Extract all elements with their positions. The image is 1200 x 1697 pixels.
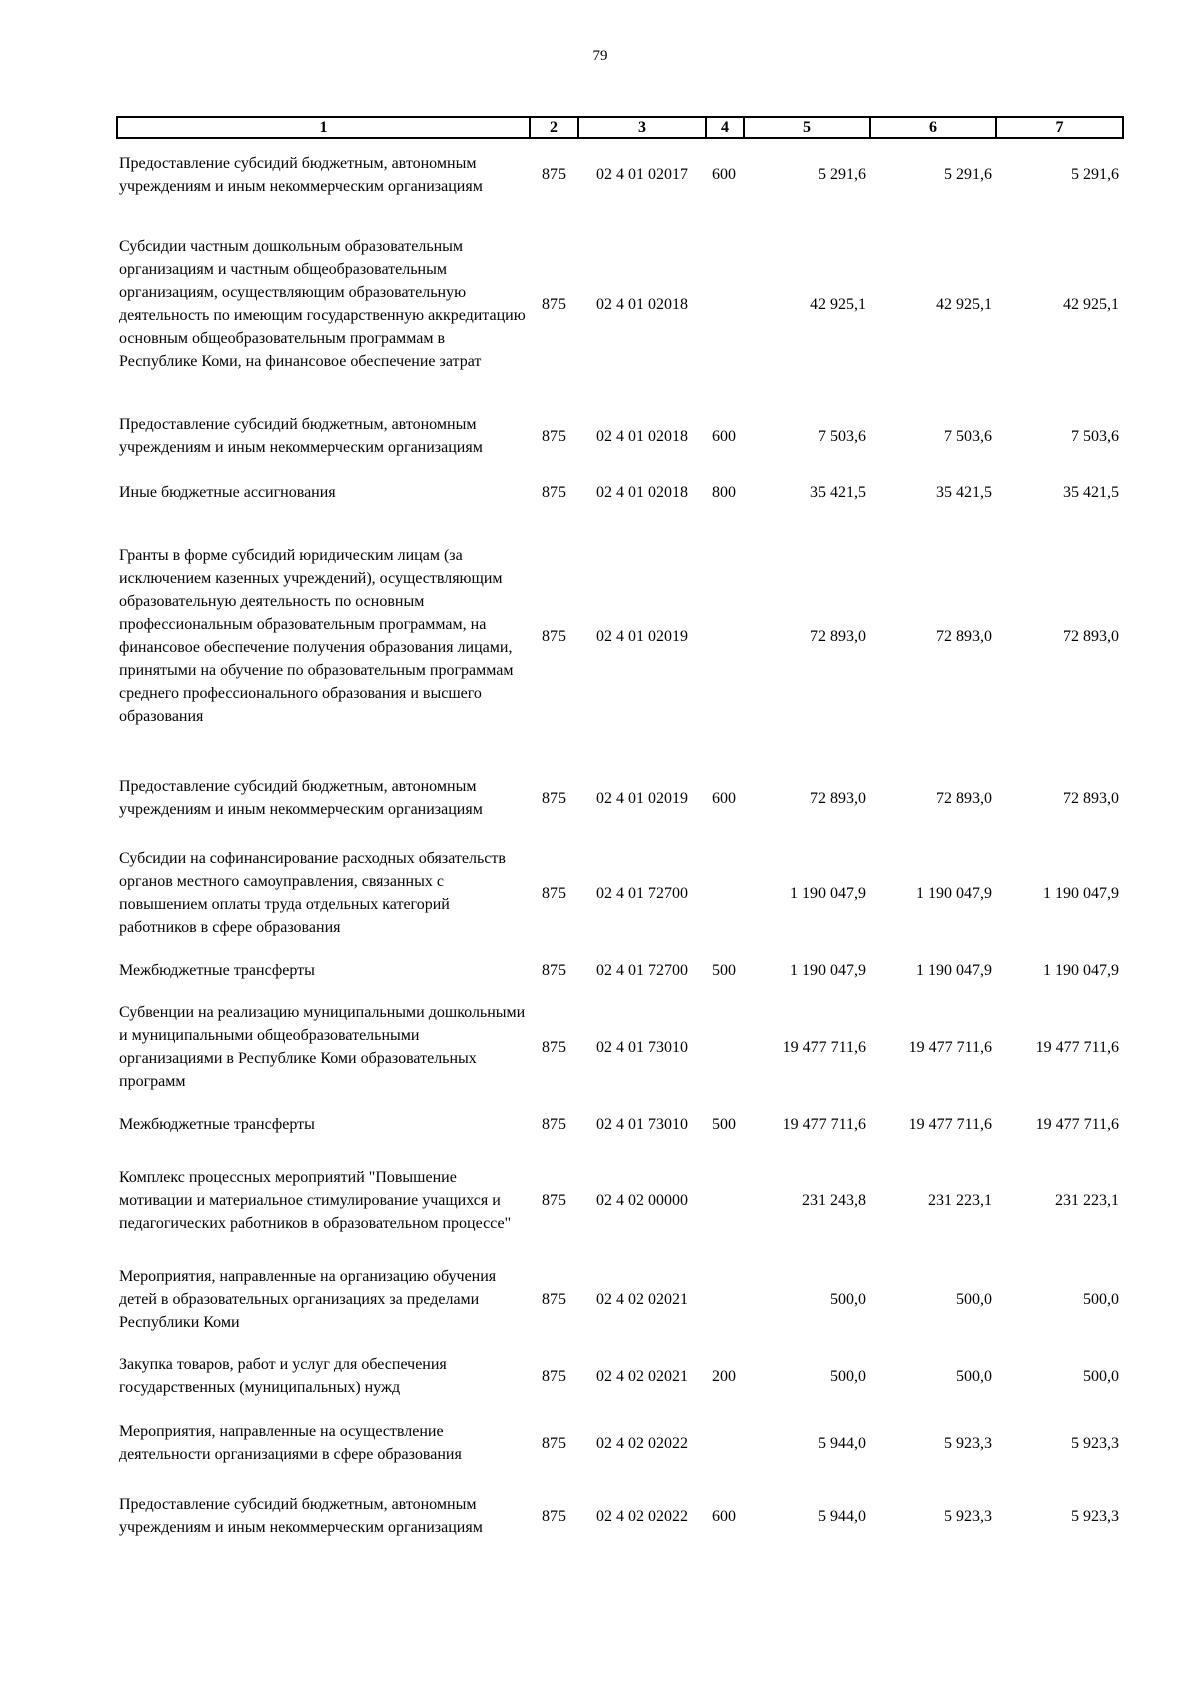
row-name: Комплекс процессных мероприятий "Повышение мотивации и материальное стимулирование учащихся и педагогических работников в образовательном процессе" bbox=[119, 1168, 512, 1232]
row-ministry-code: 875 bbox=[542, 961, 566, 979]
row-amount-col5: 7 503,6 bbox=[818, 427, 866, 445]
row-ministry-code: 875 bbox=[542, 884, 566, 902]
row-target-code: 02 4 02 02021 bbox=[596, 1290, 688, 1308]
row-amount-col6: 500,0 bbox=[956, 1290, 992, 1308]
row-ministry-code: 875 bbox=[542, 789, 566, 807]
row-expense-type: 600 bbox=[712, 789, 736, 807]
row-amount-col5: 72 893,0 bbox=[810, 627, 866, 645]
row-target-code: 02 4 01 73010 bbox=[596, 1038, 688, 1056]
row-expense-type bbox=[706, 1142, 744, 1258]
row-target-code: 02 4 01 02019 bbox=[596, 789, 688, 807]
row-amount-col5: 35 421,5 bbox=[810, 483, 866, 501]
row-amount-col6: 7 503,6 bbox=[944, 427, 992, 445]
row-amount-col7: 42 925,1 bbox=[1063, 295, 1119, 313]
row-amount-col5: 5 291,6 bbox=[818, 166, 866, 183]
column-header-1: 1 bbox=[117, 117, 530, 138]
row-target-code: 02 4 01 02019 bbox=[596, 627, 688, 645]
budget-table bbox=[116, 116, 1124, 1558]
row-amount-col6: 231 223,1 bbox=[928, 1191, 992, 1209]
row-ministry-code: 875 bbox=[542, 1290, 566, 1308]
table-row bbox=[117, 138, 1123, 210]
row-expense-type bbox=[706, 1258, 744, 1340]
row-amount-col7: 231 223,1 bbox=[1055, 1191, 1119, 1209]
row-target-code: 02 4 02 02022 bbox=[596, 1507, 688, 1525]
row-amount-col5: 500,0 bbox=[830, 1367, 866, 1385]
table-row bbox=[117, 1340, 1123, 1412]
row-target-code: 02 4 02 02021 bbox=[596, 1367, 688, 1385]
row-expense-type bbox=[706, 834, 744, 952]
table-row bbox=[117, 474, 1123, 510]
table-row bbox=[117, 988, 1123, 1106]
row-amount-col5: 19 477 711,6 bbox=[782, 1038, 866, 1056]
table-row bbox=[117, 1142, 1123, 1258]
row-ministry-code: 875 bbox=[542, 1191, 566, 1209]
table-row bbox=[117, 210, 1123, 398]
page-number: 79 bbox=[592, 48, 608, 64]
row-amount-col5: 5 944,0 bbox=[818, 1434, 866, 1452]
row-amount-col6: 42 925,1 bbox=[936, 295, 992, 313]
row-amount-col5: 1 190 047,9 bbox=[790, 884, 866, 902]
row-target-code: 02 4 01 02017 bbox=[596, 166, 688, 183]
row-amount-col6: 1 190 047,9 bbox=[916, 961, 992, 979]
row-target-code: 02 4 01 02018 bbox=[596, 427, 688, 445]
row-expense-type bbox=[706, 1412, 744, 1474]
row-target-code: 02 4 02 02022 bbox=[596, 1434, 688, 1452]
row-name: Предоставление субсидий бюджетным, автономным учреждениям и иным некоммерческим организациям bbox=[119, 416, 483, 456]
row-expense-type: 500 bbox=[712, 1115, 736, 1133]
row-amount-col7: 19 477 711,6 bbox=[1035, 1038, 1119, 1056]
row-amount-col5: 72 893,0 bbox=[810, 789, 866, 807]
row-amount-col6: 5 291,6 bbox=[944, 166, 992, 183]
row-name: Гранты в форме субсидий юридическим лицам (за исключением казенных учреждений), осуществляющим образовательную деятельность по основным профессиональным образовательным программам, на финансовое обеспечение получения образования лицами, принятыми на обучение по образовательным программам среднего профессионального образования и высшего образования bbox=[119, 547, 514, 725]
row-amount-col6: 72 893,0 bbox=[936, 627, 992, 645]
row-name: Субсидии на софинансирование расходных обязательств органов местного самоуправления, связанных с повышением оплаты труда отдельных категорий работников в сфере образования bbox=[119, 850, 506, 936]
row-amount-col5: 1 190 047,9 bbox=[790, 961, 866, 979]
table-row bbox=[117, 762, 1123, 834]
row-ministry-code: 875 bbox=[542, 483, 566, 501]
row-amount-col7: 1 190 047,9 bbox=[1043, 961, 1119, 979]
table-row bbox=[117, 1106, 1123, 1142]
row-amount-col6: 5 923,3 bbox=[944, 1507, 992, 1525]
table-row bbox=[117, 398, 1123, 474]
row-expense-type bbox=[706, 988, 744, 1106]
row-amount-col6: 35 421,5 bbox=[936, 483, 992, 501]
row-name: Предоставление субсидий бюджетным, автономным учреждениям и иным некоммерческим организациям bbox=[119, 1496, 483, 1536]
row-expense-type: 600 bbox=[712, 427, 736, 445]
row-name: Межбюджетные трансферты bbox=[119, 961, 315, 979]
column-header-5: 5 bbox=[744, 117, 870, 138]
row-name: Закупка товаров, работ и услуг для обеспечения государственных (муниципальных) нужд bbox=[119, 1356, 447, 1396]
row-ministry-code: 875 bbox=[542, 1038, 566, 1056]
row-amount-col5: 500,0 bbox=[830, 1290, 866, 1308]
table-row bbox=[117, 952, 1123, 988]
row-name: Предоставление субсидий бюджетным, автономным учреждениям и иным некоммерческим организациям bbox=[119, 778, 483, 818]
row-amount-col5: 42 925,1 bbox=[810, 295, 866, 313]
row-amount-col7: 5 923,3 bbox=[1071, 1507, 1119, 1525]
column-header-7: 7 bbox=[996, 117, 1123, 138]
row-ministry-code: 875 bbox=[542, 1434, 566, 1452]
row-expense-type: 200 bbox=[712, 1367, 736, 1385]
row-amount-col5: 231 243,8 bbox=[802, 1191, 866, 1209]
row-amount-col7: 72 893,0 bbox=[1063, 789, 1119, 807]
row-name: Субвенции на реализацию муниципальными дошкольными и муниципальными общеобразовательными организациями в Республике Коми образовательных программ bbox=[119, 1004, 526, 1090]
row-target-code: 02 4 01 02018 bbox=[596, 295, 688, 313]
column-header-4: 4 bbox=[706, 117, 744, 138]
row-name: Межбюджетные трансферты bbox=[119, 1115, 315, 1133]
row-amount-col5: 19 477 711,6 bbox=[782, 1115, 866, 1133]
row-amount-col6: 19 477 711,6 bbox=[908, 1038, 992, 1056]
row-expense-type bbox=[706, 210, 744, 398]
column-header-6: 6 bbox=[870, 117, 996, 138]
row-amount-col7: 19 477 711,6 bbox=[1035, 1115, 1119, 1133]
row-ministry-code: 875 bbox=[542, 1367, 566, 1385]
table-header-row bbox=[117, 117, 1123, 138]
row-target-code: 02 4 02 00000 bbox=[596, 1191, 688, 1209]
row-amount-col7: 500,0 bbox=[1083, 1290, 1119, 1308]
row-amount-col7: 5 923,3 bbox=[1071, 1434, 1119, 1452]
row-ministry-code: 875 bbox=[542, 166, 566, 183]
table-row bbox=[117, 1412, 1123, 1474]
row-amount-col5: 5 944,0 bbox=[818, 1507, 866, 1525]
row-name: Предоставление субсидий бюджетным, автономным учреждениям и иным некоммерческим организациям bbox=[119, 154, 483, 195]
row-target-code: 02 4 01 02018 bbox=[596, 483, 688, 501]
row-amount-col6: 72 893,0 bbox=[936, 789, 992, 807]
row-expense-type: 800 bbox=[712, 483, 736, 501]
row-amount-col6: 5 923,3 bbox=[944, 1434, 992, 1452]
row-target-code: 02 4 01 72700 bbox=[596, 961, 688, 979]
row-amount-col6: 19 477 711,6 bbox=[908, 1115, 992, 1133]
row-amount-col7: 5 291,6 bbox=[1071, 166, 1119, 183]
row-amount-col7: 35 421,5 bbox=[1063, 483, 1119, 501]
row-amount-col7: 500,0 bbox=[1083, 1367, 1119, 1385]
table-row bbox=[117, 1258, 1123, 1340]
row-expense-type: 600 bbox=[712, 166, 736, 183]
row-name: Иные бюджетные ассигнования bbox=[119, 483, 336, 501]
row-ministry-code: 875 bbox=[542, 427, 566, 445]
table-row bbox=[117, 834, 1123, 952]
row-amount-col7: 7 503,6 bbox=[1071, 427, 1119, 445]
row-amount-col6: 500,0 bbox=[956, 1367, 992, 1385]
row-target-code: 02 4 01 72700 bbox=[596, 884, 688, 902]
row-ministry-code: 875 bbox=[542, 1115, 566, 1133]
row-name: Мероприятия, направленные на организацию обучения детей в образовательных организациях за пределами Республики Коми bbox=[119, 1267, 497, 1331]
row-amount-col7: 1 190 047,9 bbox=[1043, 884, 1119, 902]
row-amount-col7: 72 893,0 bbox=[1063, 627, 1119, 645]
table-row bbox=[117, 1474, 1123, 1558]
table-row bbox=[117, 510, 1123, 762]
row-expense-type: 600 bbox=[712, 1507, 736, 1525]
row-name: Субсидии частным дошкольным образовательным организациям и частным общеобразовательным организациям, осуществляющим образовательную деятельность по имеющим государственную аккредитацию основным общеобразовательным программам в Республике Коми, на финансовое обеспечение затрат bbox=[119, 238, 526, 370]
row-target-code: 02 4 01 73010 bbox=[596, 1115, 688, 1133]
row-ministry-code: 875 bbox=[542, 1507, 566, 1525]
row-expense-type: 500 bbox=[712, 961, 736, 979]
row-name: Мероприятия, направленные на осуществление деятельности организациями в сфере образования bbox=[119, 1423, 462, 1463]
column-header-3: 3 bbox=[578, 117, 706, 138]
row-amount-col6: 1 190 047,9 bbox=[916, 884, 992, 902]
column-header-2: 2 bbox=[530, 117, 578, 138]
row-expense-type bbox=[706, 510, 744, 762]
row-ministry-code: 875 bbox=[542, 627, 566, 645]
row-ministry-code: 875 bbox=[542, 295, 566, 313]
